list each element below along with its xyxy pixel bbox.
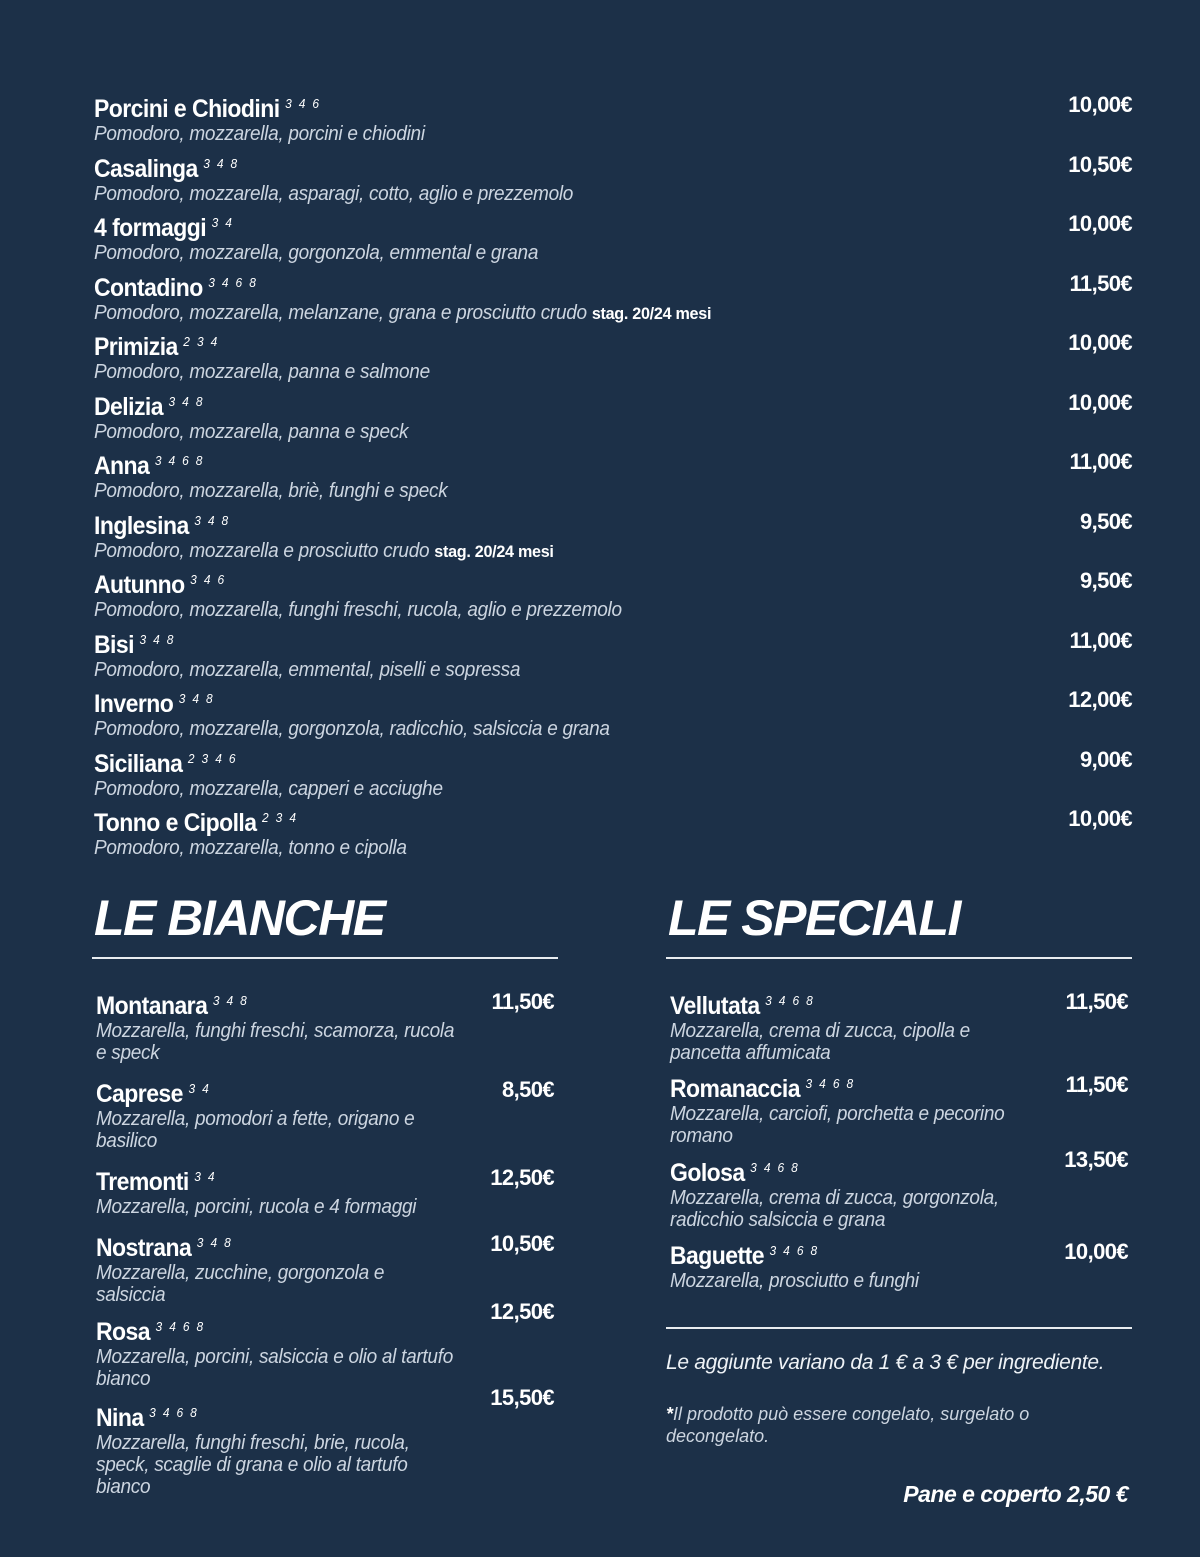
item-price: 10,00€ — [1068, 92, 1132, 117]
menu-item — [94, 566, 1132, 626]
menu-item — [670, 987, 1132, 1070]
allergens: 3 4 8 — [212, 993, 249, 1008]
item-name-text: Montanara — [96, 992, 208, 1020]
divider — [666, 957, 1132, 959]
description-text: Mozzarella, funghi freschi, scamorza, rucola e speck — [96, 1020, 455, 1064]
item-name — [94, 328, 219, 361]
menu-item — [94, 269, 1132, 329]
item-description — [94, 183, 1080, 205]
item-price: 10,00€ — [1068, 330, 1132, 355]
menu-item — [96, 1163, 558, 1229]
item-name — [94, 150, 239, 183]
item-description — [94, 718, 1080, 740]
item-name — [96, 987, 249, 1020]
allergens: 3 4 8 — [178, 691, 215, 706]
menu-item — [94, 804, 1132, 864]
item-name — [670, 987, 815, 1020]
allergens: 3 4 — [211, 215, 234, 230]
item-name-text: Vellutata — [670, 992, 760, 1020]
menu-item — [94, 685, 1132, 745]
item-name — [94, 388, 204, 421]
allergens: 3 4 6 8 — [805, 1076, 855, 1091]
item-price: 11,50€ — [1069, 270, 1132, 296]
item-name — [94, 685, 215, 718]
item-name-text: Delizia — [94, 392, 163, 421]
description-text: Pomodoro, mozzarella, capperi e acciughe — [94, 777, 443, 800]
menu-item — [96, 1075, 558, 1163]
item-name — [96, 1075, 211, 1108]
item-price: 9,50€ — [1079, 568, 1132, 593]
item-price: 10,50€ — [490, 1231, 554, 1256]
item-description — [94, 242, 1080, 264]
aging-note: stag. 20/24 mesi — [434, 541, 554, 561]
allergens: 3 4 6 8 — [155, 1319, 206, 1334]
description-text: Pomodoro, mozzarella, panna e salmone — [94, 361, 430, 383]
description-text: Mozzarella, prosciutto e funghi — [670, 1270, 919, 1292]
frozen-note — [666, 1403, 1086, 1447]
item-price: 10,00€ — [1068, 806, 1132, 831]
item-price: 11,50€ — [1065, 989, 1128, 1014]
item-description — [94, 480, 1080, 502]
item-name — [96, 1313, 205, 1346]
menu-item — [94, 626, 1132, 686]
item-name-text: Tremonti — [96, 1168, 189, 1196]
item-name-text: Inverno — [94, 690, 174, 718]
description-text: Pomodoro, mozzarella, melanzane, grana e prosciutto crudo — [94, 301, 587, 324]
item-price: 12,50€ — [490, 1165, 554, 1190]
speciali-list — [666, 987, 1132, 1297]
description-text: Mozzarella, porcini, salsiccia e olio al tartufo bianco — [96, 1346, 453, 1390]
item-description — [670, 1103, 1031, 1147]
allergens: 2 3 4 — [262, 810, 298, 825]
section-title: LE SPECIALI — [668, 890, 960, 946]
aggiunte-note: Le aggiunte variano da 1 € a 3 € per ingrediente. — [666, 1351, 1105, 1374]
le-bianche-section — [92, 885, 558, 1498]
allergens: 3 4 — [188, 1081, 211, 1096]
menu-item — [94, 507, 1132, 567]
allergens: 3 4 8 — [196, 1235, 233, 1250]
item-name — [94, 566, 226, 599]
menu-item — [96, 1229, 558, 1313]
allergens: 3 4 6 8 — [769, 1243, 819, 1258]
item-name-text: Primizia — [94, 333, 178, 361]
item-price: 11,00€ — [1069, 627, 1132, 653]
description-text: Mozzarella, porcini, rucola e 4 formaggi — [96, 1196, 417, 1218]
description-text: Pomodoro, mozzarella, porcini e chiodini — [94, 123, 425, 145]
description-text: Pomodoro, mozzarella, gorgonzola, emmental e grana — [94, 242, 539, 264]
item-price: 15,50€ — [490, 1385, 554, 1410]
description-text: Mozzarella, zucchine, gorgonzola e salsiccia — [96, 1262, 385, 1306]
menu-item — [94, 328, 1132, 388]
item-description — [94, 540, 1080, 563]
item-description — [96, 1020, 457, 1064]
allergens: 2 3 4 — [183, 334, 220, 349]
allergens: 3 4 6 — [190, 572, 226, 587]
description-text: Mozzarella, pomodori a fette, origano e basilico — [96, 1108, 415, 1152]
divider — [666, 1327, 1132, 1329]
item-description — [94, 421, 1080, 443]
item-price: 9,00€ — [1079, 746, 1132, 772]
item-name — [94, 269, 258, 302]
item-name — [96, 1399, 199, 1432]
description-text: Pomodoro, mozzarella e prosciutto crudo — [94, 539, 430, 562]
item-name-text: Inglesina — [94, 511, 189, 540]
description-text: Pomodoro, mozzarella, tonno e cipolla — [94, 837, 407, 859]
item-name-text: Contadino — [94, 273, 203, 302]
allergens: 3 4 6 — [285, 96, 321, 111]
item-description — [94, 837, 1080, 859]
item-name — [670, 1237, 819, 1270]
item-name — [94, 626, 175, 659]
le-speciali-section — [666, 885, 1132, 1508]
item-name-text: Tonno e Cipolla — [94, 809, 257, 837]
allergens: 3 4 6 8 — [208, 274, 258, 290]
item-description — [94, 302, 1080, 325]
item-price: 12,00€ — [1068, 687, 1132, 712]
item-name-text: Porcini e Chiodini — [94, 95, 280, 123]
item-price: 11,50€ — [491, 989, 554, 1014]
section-title: LE BIANCHE — [94, 890, 385, 946]
item-price: 10,00€ — [1064, 1239, 1128, 1264]
item-name-text: Caprese — [96, 1080, 183, 1108]
description-text: Pomodoro, mozzarella, briè, funghi e speck — [94, 480, 448, 502]
item-name — [670, 1154, 800, 1187]
item-price: 11,50€ — [1065, 1072, 1128, 1097]
description-text: Pomodoro, mozzarella, panna e speck — [94, 420, 409, 443]
item-price: 12,50€ — [490, 1299, 554, 1324]
item-description — [670, 1270, 1031, 1292]
item-price: 11,00€ — [1069, 449, 1132, 474]
description-text: Pomodoro, mozzarella, gorgonzola, radicchio, salsiccia e grana — [94, 718, 610, 740]
description-text: Mozzarella, carciofi, porchetta e pecorino romano — [670, 1103, 1005, 1147]
description-text: Mozzarella, funghi freschi, brie, rucola, speck, scaglie di grana e olio al tartufo bianco — [96, 1432, 410, 1498]
allergens: 3 4 6 8 — [154, 453, 205, 468]
bianche-list — [92, 987, 558, 1498]
item-price: 10,50€ — [1068, 151, 1132, 177]
item-price: 9,50€ — [1079, 508, 1132, 534]
description-text: Mozzarella, crema di zucca, gorgonzola, radicchio salsiccia e grana — [670, 1187, 999, 1231]
item-name-text: Romanaccia — [670, 1075, 800, 1103]
item-description — [96, 1432, 457, 1498]
item-name — [94, 447, 204, 480]
menu-item — [96, 987, 558, 1075]
item-description — [94, 599, 1080, 621]
item-price: 13,50€ — [1064, 1147, 1128, 1172]
menu-item — [96, 1385, 558, 1498]
description-text: Pomodoro, mozzarella, asparagi, cotto, aglio e prezzemolo — [94, 182, 574, 205]
allergens: 3 4 8 — [194, 512, 231, 528]
menu-item — [94, 209, 1132, 269]
description-text: Pomodoro, mozzarella, funghi freschi, rucola, aglio e prezzemolo — [94, 599, 622, 621]
description-text: Mozzarella, crema di zucca, cipolla e pancetta affumicata — [670, 1020, 970, 1064]
item-name-text: Casalinga — [94, 154, 198, 183]
item-price: 10,00€ — [1068, 389, 1132, 415]
allergens: 3 4 — [194, 1169, 217, 1184]
item-name-text: Nostrana — [96, 1234, 192, 1262]
item-name — [94, 507, 230, 540]
item-name — [94, 90, 321, 123]
asterisk: * — [666, 1404, 674, 1424]
item-name-text: Autunno — [94, 571, 185, 599]
item-description — [94, 123, 1080, 145]
item-description — [94, 659, 1080, 681]
divider — [92, 957, 558, 959]
item-name — [94, 804, 298, 837]
menu-item — [670, 1070, 1132, 1154]
item-name-text: Anna — [94, 452, 150, 480]
item-description — [96, 1108, 457, 1152]
item-description — [670, 1187, 1031, 1231]
menu-item — [670, 1147, 1132, 1237]
item-name — [94, 745, 237, 778]
item-name-text: Siciliana — [94, 749, 183, 778]
description-text: Pomodoro, mozzarella, emmental, piselli e sopressa — [94, 658, 521, 681]
item-name — [670, 1070, 855, 1103]
item-name-text: Baguette — [670, 1242, 764, 1270]
menu-item — [96, 1299, 558, 1399]
item-name — [96, 1229, 233, 1262]
item-name-text: Golosa — [670, 1159, 745, 1187]
menu-item — [670, 1237, 1132, 1297]
item-description — [94, 361, 1080, 383]
frozen-text: Il prodotto può essere congelato, surgelato o decongelato. — [666, 1404, 1030, 1446]
item-description — [94, 778, 1080, 800]
item-description — [96, 1196, 457, 1218]
coperto-note: Pane e coperto 2,50 € — [903, 1481, 1128, 1507]
allergens: 2 3 4 6 — [187, 750, 238, 766]
menu-item — [94, 447, 1132, 507]
item-description — [670, 1020, 1031, 1064]
menu-item — [94, 745, 1132, 805]
item-description — [96, 1262, 457, 1306]
allergens: 3 4 8 — [139, 631, 176, 647]
item-name-text: Rosa — [96, 1318, 151, 1346]
pizze-rosse-list — [94, 90, 1132, 864]
item-name — [94, 209, 234, 242]
allergens: 3 4 6 8 — [765, 993, 815, 1008]
menu-item — [94, 150, 1132, 210]
item-name-text: 4 formaggi — [94, 214, 207, 242]
item-name-text: Bisi — [94, 630, 134, 659]
item-price: 10,00€ — [1068, 211, 1132, 236]
menu-item — [94, 388, 1132, 448]
item-name — [96, 1163, 216, 1196]
allergens: 3 4 6 8 — [149, 1405, 199, 1420]
menu-item — [94, 90, 1132, 150]
item-description — [96, 1346, 457, 1390]
allergens: 3 4 6 8 — [750, 1160, 800, 1175]
allergens: 3 4 8 — [203, 155, 240, 171]
item-price: 8,50€ — [501, 1077, 554, 1102]
aging-note: stag. 20/24 mesi — [591, 303, 712, 323]
allergens: 3 4 8 — [168, 393, 205, 409]
item-name-text: Nina — [96, 1404, 144, 1432]
